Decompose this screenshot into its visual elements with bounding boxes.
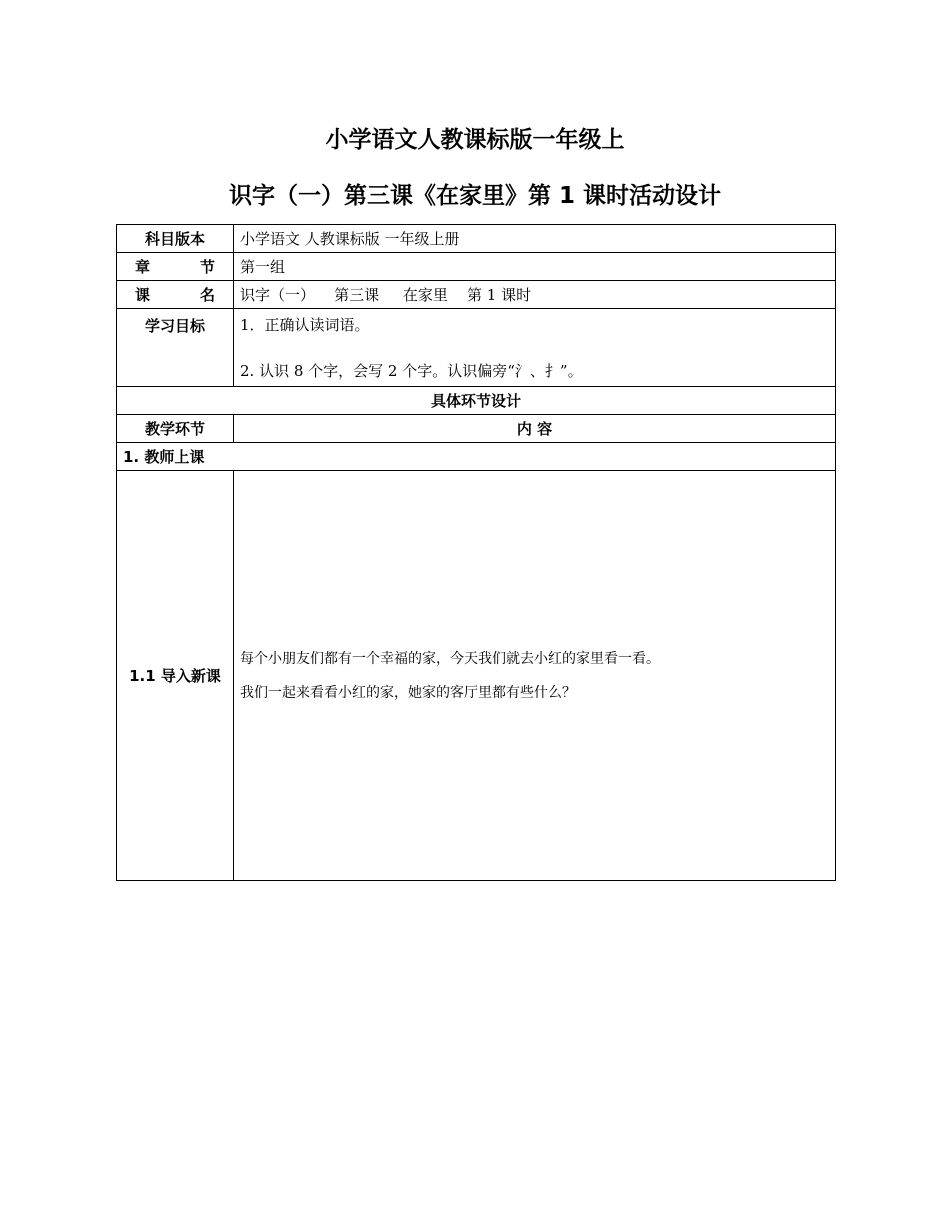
column-header-row	[117, 415, 836, 443]
subject-value: 小学语文 人教课标版 一年级上册	[234, 225, 836, 253]
document-title-line2: 识字（一）第三课《在家里》第 1 课时活动设计	[228, 183, 722, 209]
lesson-value: 识字（一） 第三课 在家里 第 1 课时	[234, 281, 836, 309]
goal-item-1: 1．正确认读词语。	[240, 316, 370, 334]
document-title-line1: 小学语文人教课标版一年级上	[325, 127, 625, 153]
step1-1-label: 1.1 导入新课	[117, 471, 234, 881]
chapter-value: 第一组	[234, 253, 836, 281]
subject-label: 科目版本	[117, 225, 234, 253]
chapter-label: 章 节	[117, 253, 234, 281]
goals-row	[117, 309, 836, 387]
step1-1-content	[234, 471, 836, 881]
goals-value	[234, 309, 836, 387]
chapter-row	[117, 253, 836, 281]
lesson-label: 课 名	[117, 281, 234, 309]
lesson-row	[117, 281, 836, 309]
step1-1-row	[117, 471, 836, 881]
subject-row	[117, 225, 836, 253]
column-header-stage: 教学环节	[117, 415, 234, 443]
step1-1-paragraph-2: 我们一起来看看小红的家，她家的客厅里都有些什么？	[240, 684, 576, 701]
section-title: 具体环节设计	[117, 387, 836, 415]
column-header-content: 内 容	[234, 415, 836, 443]
step1-row	[117, 443, 836, 471]
section-title-row	[117, 387, 836, 415]
goal-item-2: 2. 认识 8 个字，会写 2 个字。认识偏旁“氵、扌”。	[240, 362, 583, 380]
goals-label: 学习目标	[117, 309, 234, 387]
lesson-plan-table	[116, 224, 836, 881]
step1-title: 1. 教师上课	[117, 443, 836, 471]
step1-1-paragraph-1: 每个小朋友们都有一个幸福的家，今天我们就去小红的家里看一看。	[240, 650, 660, 667]
